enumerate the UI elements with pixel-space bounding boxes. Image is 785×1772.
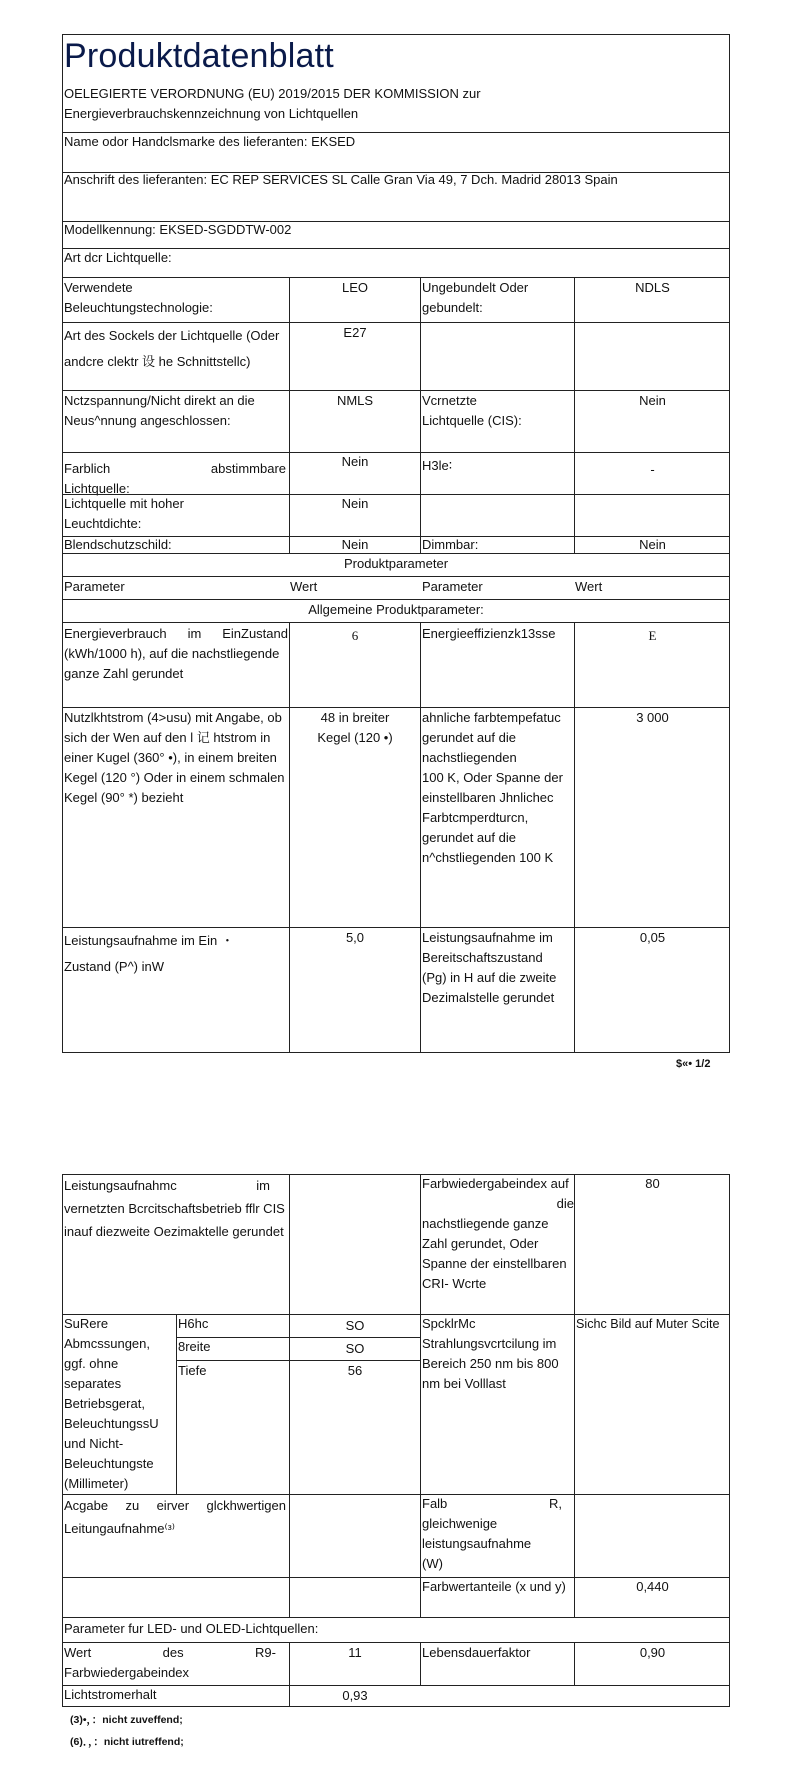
r9-value: 11 [348, 1645, 362, 1660]
chromaticity-label: Farbwertanteile (x und y) [422, 1579, 566, 1594]
mains-label: Nctzspannung/Nicht direkt an die Neus^nnung angeschlossen: [64, 393, 255, 428]
hle-label: H3le∶ [422, 458, 453, 473]
header-parameter-2: Parameter [422, 579, 483, 594]
bundled-label: Ungebundelt Oder gebundelt: [422, 280, 529, 315]
model-identifier: Modellkennung: EKSED-SGDDTW-002 [64, 222, 292, 237]
high-luminance-value: Nein [341, 496, 369, 511]
luminous-flux-label: Nutzlkhtstrom (4>usu) mit Angabe, ob sich der Wen auf den l 记 htstrom in einer Kugel (360° •), in einem breiten Kegel (120 °) Oder in einem schmalen Kegel (90° *) bezieht [64, 710, 285, 805]
color-temperature-value: 3 000 [636, 710, 669, 725]
color-temperature-label: ahnliche farbtempefatuc gerundet auf die nachstliegenden 100 K, Oder Spanne der einstellbaren Jhnlichec Farbtcmperdturcn, gerundet auf die n^chstliegenden 100 K [422, 710, 563, 865]
hle-value: - [650, 462, 655, 477]
height-value: SO [345, 1318, 365, 1333]
energy-consumption-label: Energieverbrauch im EinZustand (kWh/1000 h), auf die nachstliegende ganze Zahl gerundet [64, 626, 288, 681]
networked-standby-label: Leistungsaufnahmc im vernetzten Bcrcitschaftsbetrieb fflr CIS inauf diezweite Oezimaktelle gerundet [64, 1178, 285, 1239]
dimensions-label: SuRere Abmcssungen, ggf. ohne separates Betriebsgerat, BeleuchtungssU und Nicht- Beleuchtungste (Millimeter) [64, 1316, 159, 1491]
section-general-parameters: Allgemeine Produktparameter: [308, 602, 484, 617]
supplier-name: Name odor Handclsmarke des lieferanten: EKSED [64, 134, 356, 149]
high-luminance-label: Lichtquelle mit hoher Leuchtdichte: [64, 496, 184, 531]
depth-label: Tiefe [178, 1363, 207, 1378]
bundled-value: NDLS [635, 280, 670, 295]
height-label: H6hc [178, 1316, 209, 1331]
dimmable-value: Nein [639, 537, 666, 552]
page-title: Produktdatenblatt [64, 37, 334, 75]
survival-factor-label: Lebensdauerfaktor [422, 1645, 531, 1660]
depth-value: 56 [347, 1363, 363, 1378]
survival-factor-value: 0,90 [639, 1645, 666, 1660]
technology-label: Verwendete Beleuchtungstechnologie: [64, 280, 213, 315]
tunable-value: Nein [341, 454, 369, 469]
energy-class-label: Energieeffizienzk13sse [422, 626, 556, 641]
r-power-label: Falb R, gleichwenige leistungsaufnahme (W) [422, 1496, 562, 1571]
width-label: 8reite [178, 1339, 211, 1354]
led-section-heading: Parameter fur LED- und OLED-Lichtquellen: [64, 1621, 319, 1636]
on-mode-power-value: 5,0 [345, 930, 365, 945]
supplier-address: Anschrift des lieferanten: EC REP SERVICES SL Calle Gran Via 49, 7 Dch. Madrid 28013 Spain [64, 172, 618, 187]
technology-value: LEO [341, 280, 368, 295]
spectral-distribution-label: SpcklrMc Strahlungsvcrtcilung im Bereich 250 nm bis 800 nm bei Volllast [422, 1316, 559, 1391]
section-product-parameters: Produktparameter [343, 556, 449, 571]
lumen-maintenance-value: 0,93 [342, 1688, 368, 1703]
footnote-3: (3)•，：nicht zuveffend; [70, 1714, 183, 1726]
footnote-6: (6)．，：nicht iutreffend; [70, 1736, 184, 1748]
header-value-2: Wert [575, 579, 603, 594]
regulation-line-2: Energieverbrauchskennzeichnung von Lichtquellen [64, 106, 359, 121]
standby-power-value: 0,05 [639, 930, 666, 945]
luminous-flux-value: 48 in breiter Kegel (120 •) [317, 710, 393, 745]
cri-value: 80 [645, 1176, 660, 1191]
energy-consumption-value: 6 [351, 628, 359, 643]
r9-label: Wert des R9- Farbwiedergabeindex [64, 1645, 276, 1680]
dimmable-label: Dimmbar: [422, 537, 479, 552]
socket-value: E27 [343, 325, 367, 340]
light-source-type: Art dcr Lichtquelle: [64, 250, 172, 265]
connected-label: Vcrnetzte Lichtquelle (CIS): [422, 393, 522, 428]
mains-value: NMLS [336, 393, 374, 408]
equivalent-power-label: Acgabe zu eirver glckhwertigen Leitungaufnahme⁽ᵌ⁾ [64, 1498, 286, 1536]
chromaticity-value: 0,440 [636, 1579, 669, 1594]
glare-shield-value: Nein [341, 537, 369, 552]
spectral-distribution-value: Sichc Bild auf Muter Scite [576, 1317, 720, 1331]
width-value: SO [345, 1341, 365, 1356]
cri-label: Farbwiedergabeindex auf die nachstliegende ganze Zahl gerundet, Oder Spanne der einstellbaren CRI- Wcrte [422, 1176, 574, 1291]
on-mode-power-label: Leistungsaufnahme im Ein ・ Zustand (P^) inW [64, 933, 234, 974]
energy-class-value: E [648, 628, 657, 643]
socket-label: Art des Sockels der Lichtquelle (Oder andcre clektr 设 he Schnittstellc) [64, 328, 280, 369]
tunable-label: Farblich abstimmbare Lichtquelle: [64, 461, 286, 496]
regulation-line-1: OELEGIERTE VERORDNUNG (EU) 2019/2015 DER KOMMISSION zur [64, 86, 481, 101]
glare-shield-label: Blendschutzschild: [64, 537, 172, 552]
connected-value: Nein [639, 393, 666, 408]
page-number: $«• 1/2 [676, 1058, 711, 1070]
header-parameter-1: Parameter [64, 579, 125, 594]
header-value-1: Wert [290, 579, 318, 594]
standby-power-label: Leistungsaufnahme im Bereitschaftszustand (Pg) in H auf die zweite Dezimalstelle gerundet [422, 930, 557, 1005]
lumen-maintenance-label: Lichtstromerhalt [64, 1687, 157, 1702]
